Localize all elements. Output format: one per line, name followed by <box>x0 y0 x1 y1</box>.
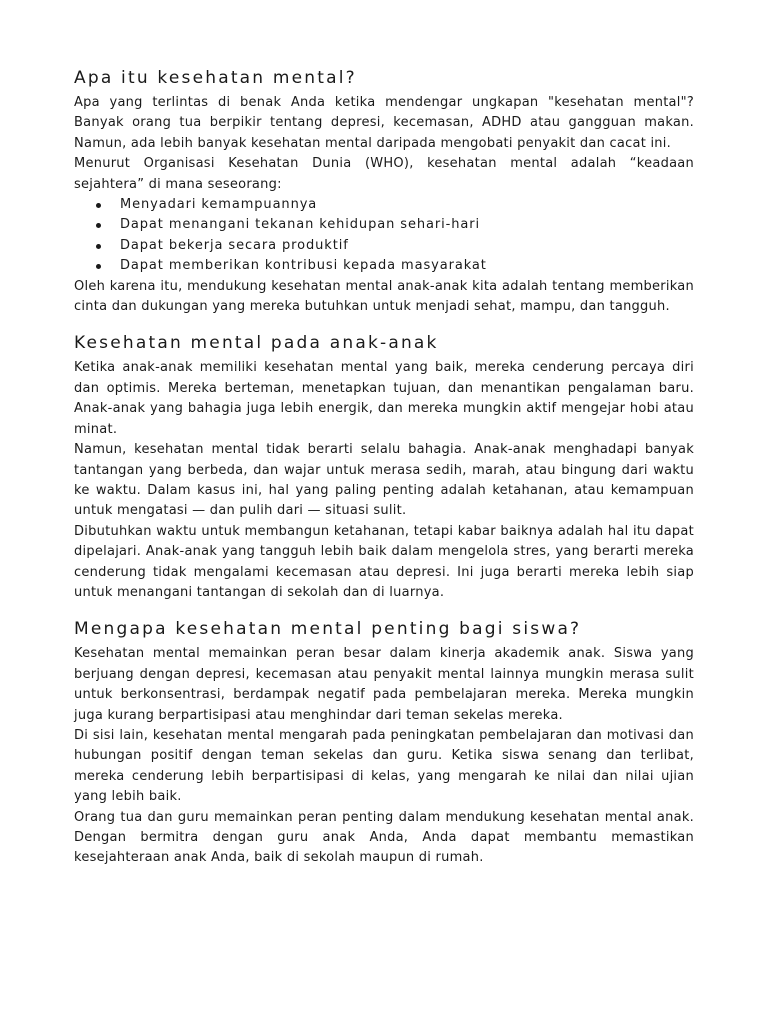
list-item: Menyadari kemampuannya <box>120 195 694 215</box>
paragraph: Apa yang terlintas di benak Anda ketika mendengar ungkapan "kesehatan mental"? Banyak orang tua berpikir tentang depresi, kecemasan, ADHD atau gangguan makan. Namun, ada lebih banyak kesehatan mental daripada mengobati penyakit dan cacat ini. <box>74 95 694 151</box>
section-what-is-mental-health <box>74 66 694 317</box>
paragraph: Kesehatan mental memainkan peran besar dalam kinerja akademik anak. Siswa yang berjuang dengan depresi, kecemasan atau penyakit mental lainnya mungkin merasa sulit untuk berkonsentrasi, berdampak negatif pada pembelajaran mereka. Mereka mungkin juga kurang berpartisipasi atau menghindar dari teman sekelas mereka. <box>74 646 694 723</box>
section-heading: Kesehatan mental pada anak-anak <box>74 333 439 354</box>
list-item: Dapat menangani tekanan kehidupan sehari-hari <box>120 215 694 235</box>
bullet-list <box>74 195 694 277</box>
paragraph: Ketika anak-anak memiliki kesehatan mental yang baik, mereka cenderung percaya diri dan optimis. Mereka berteman, menetapkan tujuan, dan menantikan pengalaman baru. Anak-anak yang bahagia juga lebih energik, dan mereka mungkin aktif mengejar hobi atau minat. <box>74 360 694 437</box>
paragraph: Menurut Organisasi Kesehatan Dunia (WHO), kesehatan mental adalah “keadaan sejahtera” di mana seseorang: <box>74 156 694 192</box>
section-mental-health-in-children <box>74 331 694 603</box>
section-heading: Apa itu kesehatan mental? <box>74 68 357 88</box>
list-item: Dapat bekerja secara produktif <box>120 236 694 256</box>
paragraph: Oleh karena itu, mendukung kesehatan mental anak-anak kita adalah tentang memberikan cinta dan dukungan yang mereka butuhkan untuk menjadi sehat, mampu, dan tangguh. <box>74 278 694 315</box>
section-heading: Mengapa kesehatan mental penting bagi siswa? <box>74 619 582 640</box>
paragraph: Namun, kesehatan mental tidak berarti selalu bahagia. Anak-anak menghadapi banyak tantangan yang berbeda, dan wajar untuk merasa sedih, marah, atau bingung dari waktu ke waktu. Dalam kasus ini, hal yang paling penting adalah ketahanan, atau kemampuan untuk mengatasi — dan pulih dari — situasi sulit. <box>74 442 694 519</box>
paragraph: Di sisi lain, kesehatan mental mengarah pada peningkatan pembelajaran dan motivasi dan hubungan positif dengan teman sekelas dan guru. Ketika siswa senang dan terlibat, mereka cenderung lebih berpartisipasi di kelas, yang mengarah ke nilai dan nilai ujian yang lebih baik. <box>74 727 694 805</box>
paragraph: Dibutuhkan waktu untuk membangun ketahanan, tetapi kabar baiknya adalah hal itu dapat dipelajari. Anak-anak yang tangguh lebih baik dalam mengelola stres, yang berarti mereka cenderung tidak mengalami kecemasan atau depresi. Ini juga berarti mereka lebih siap untuk menangani tantangan di sekolah dan di luarnya. <box>74 523 694 600</box>
paragraph: Orang tua dan guru memainkan peran penting dalam mendukung kesehatan mental anak. Dengan bermitra dengan guru anak Anda, Anda dapat membantu memastikan kesejahteraan anak Anda, baik di sekolah maupun di rumah. <box>74 809 694 866</box>
section-why-mental-health-matters-for-students <box>74 617 694 868</box>
list-item: Dapat memberikan kontribusi kepada masyarakat <box>120 256 694 276</box>
